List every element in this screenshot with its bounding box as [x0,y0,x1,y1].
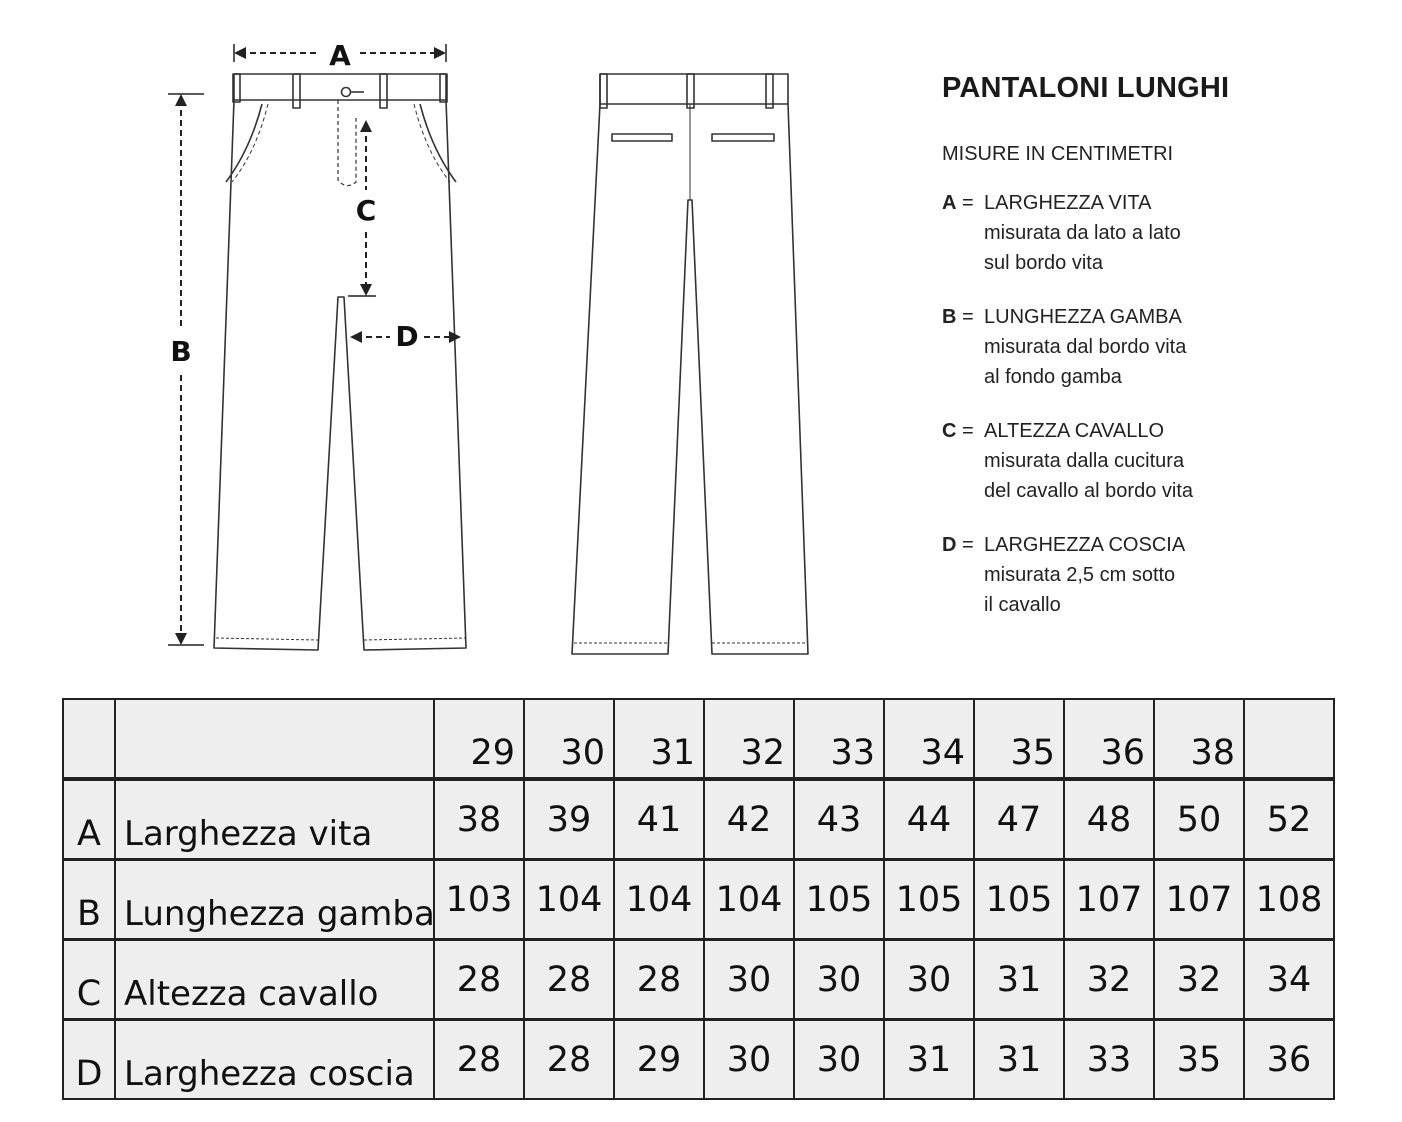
fly-stitch [338,100,356,186]
row-measure-name: Altezza cavallo [115,940,434,1020]
value-cell: 33 [1064,1020,1154,1100]
size-table-body [63,699,1334,1099]
table-header-row [63,699,1334,779]
value-cell: 104 [614,860,704,940]
value-cell: 43 [794,779,884,860]
value-cell: 104 [704,860,794,940]
legend-items [942,188,1382,620]
legend-body [984,416,1382,506]
legend-equals: = [962,420,974,442]
value-cell: 28 [434,1020,524,1100]
value-cell: 44 [884,779,974,860]
size-header-cell: 30 [524,699,614,779]
value-cell: 48 [1064,779,1154,860]
size-table [62,698,1335,1100]
right-pocket [420,104,456,182]
belt-loop [600,74,607,108]
value-cell: 31 [974,940,1064,1020]
size-header-cell: 36 [1064,699,1154,779]
legend-body [984,302,1382,392]
value-cell: 31 [974,1020,1064,1100]
belt-loop [766,74,773,108]
size-header-cell: 34 [884,699,974,779]
legend-item-description: misurata dal bordo vita al fondo gamba [984,336,1187,388]
legend-item-description: misurata 2,5 cm sotto il cavallo [984,564,1176,616]
legend-equals: = [962,306,974,328]
legend-item-name: LARGHEZZA VITA [984,192,1152,214]
header-label-cell [115,699,434,779]
legend-letter: C [942,420,957,442]
header-corner-cell [63,699,115,779]
value-cell: 30 [794,1020,884,1100]
row-measure-name: Larghezza coscia [115,1020,434,1100]
legend-item-description: misurata da lato a lato sul bordo vita [984,222,1181,274]
value-cell: 28 [524,1020,614,1100]
value-cell: 38 [434,779,524,860]
back-pocket-welt [612,134,672,141]
legend-equals: = [962,534,974,556]
belt-loop [380,74,387,108]
belt-loop [293,74,300,108]
value-cell: 28 [614,940,704,1020]
hem-stitch [216,638,318,640]
value-cell: 36 [1244,1020,1334,1100]
table-row [63,940,1334,1020]
row-measure-name: Larghezza vita [115,779,434,860]
value-cell: 39 [524,779,614,860]
legend-key [942,530,984,620]
value-cell: 30 [704,940,794,1020]
legend-item [942,416,1382,506]
row-measure-name: Lunghezza gamba [115,860,434,940]
legend-item-description: misurata dalla cucitura del cavallo al bordo vita [984,450,1194,502]
value-cell: 50 [1154,779,1244,860]
table-row [63,1020,1334,1100]
size-header-cell: 38 [1154,699,1244,779]
trousers-back-view [572,74,808,654]
value-cell: 105 [974,860,1064,940]
legend-title: PANTALONI LUNGHI [942,72,1230,104]
trousers-front-view [214,74,466,650]
value-cell: 31 [884,1020,974,1100]
value-cell: 34 [1244,940,1334,1020]
value-cell: 28 [524,940,614,1020]
label-a: A [329,39,351,72]
legend-item-name: LARGHEZZA COSCIA [984,534,1186,556]
value-cell: 32 [1154,940,1244,1020]
row-letter: A [63,779,115,860]
label-d: D [395,320,419,353]
legend-body [984,530,1382,620]
legend-key [942,188,984,278]
value-cell: 47 [974,779,1064,860]
size-header-cell: 35 [974,699,1064,779]
value-cell: 107 [1064,860,1154,940]
size-header-cell [1244,699,1334,779]
belt-loop [687,74,694,108]
value-cell: 35 [1154,1020,1244,1100]
legend-key [942,302,984,392]
row-letter: C [63,940,115,1020]
value-cell: 32 [1064,940,1154,1020]
table-row [63,860,1334,940]
right-pocket-stitch [414,104,450,182]
legend-item [942,530,1382,620]
measure-b [168,94,204,645]
value-cell: 105 [884,860,974,940]
value-cell: 103 [434,860,524,940]
value-cell: 105 [794,860,884,940]
size-header-cell: 33 [794,699,884,779]
value-cell: 30 [704,1020,794,1100]
hem-stitch [364,638,466,640]
size-header-cell: 31 [614,699,704,779]
legend-equals: = [962,192,974,214]
value-cell: 28 [434,940,524,1020]
button-icon [342,88,351,97]
row-letter: D [63,1020,115,1100]
value-cell: 30 [794,940,884,1020]
label-c: C [355,194,377,227]
legend-item [942,302,1382,392]
legend-subtitle: MISURE IN CENTIMETRI [942,143,1174,165]
legend-item-name: LUNGHEZZA GAMBA [984,306,1182,328]
table-row [63,779,1334,860]
front-outline [214,74,466,650]
row-letter: B [63,860,115,940]
size-header-cell: 29 [434,699,524,779]
left-pocket-stitch [232,104,268,182]
value-cell: 107 [1154,860,1244,940]
legend-key [942,416,984,506]
value-cell: 52 [1244,779,1334,860]
value-cell: 42 [704,779,794,860]
size-header-cell: 32 [704,699,794,779]
legend-letter: B [942,306,957,328]
value-cell: 108 [1244,860,1334,940]
legend-item-name: ALTEZZA CAVALLO [984,420,1165,442]
legend-letter: D [942,534,957,556]
legend-letter: A [942,192,957,214]
value-cell: 104 [524,860,614,940]
label-b: B [170,335,192,368]
legend-item [942,188,1382,278]
value-cell: 29 [614,1020,704,1100]
legend-body [984,188,1382,278]
value-cell: 30 [884,940,974,1020]
measurement-legend [942,72,1382,644]
value-cell: 41 [614,779,704,860]
back-pocket-welt [712,134,774,141]
